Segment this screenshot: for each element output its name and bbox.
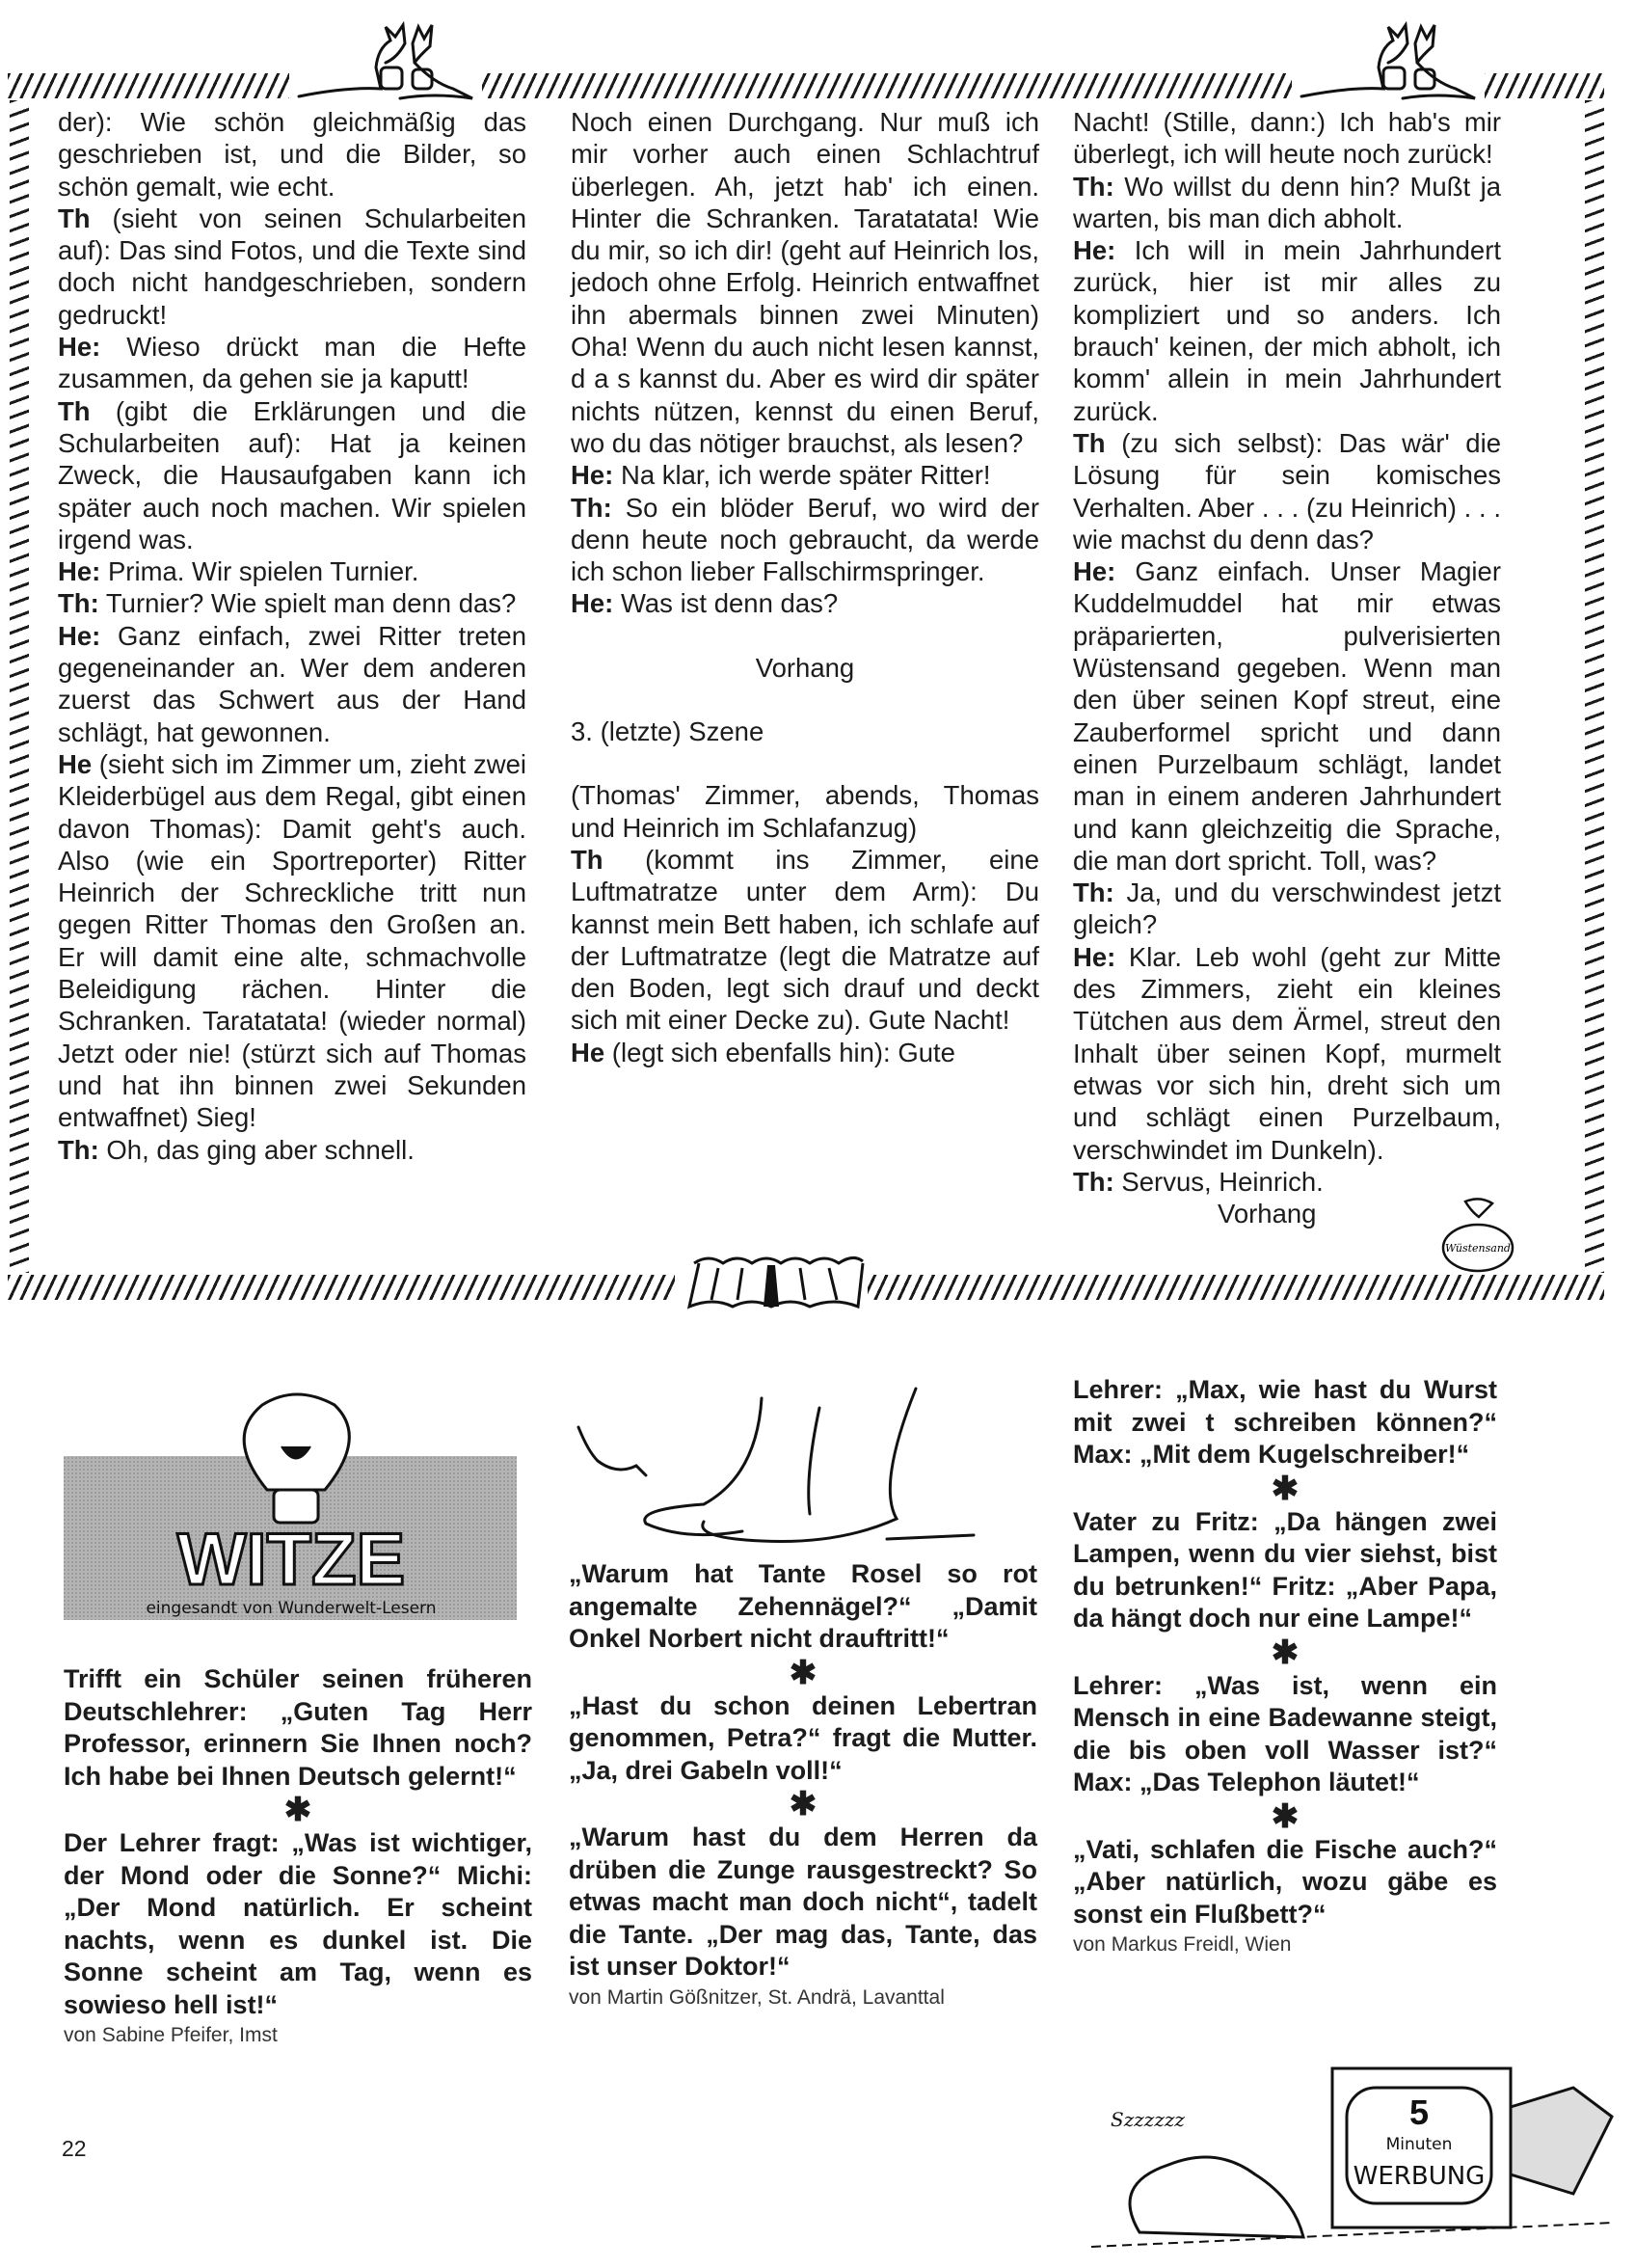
speaker-label: Th: <box>1073 878 1114 908</box>
speaker-label: He: <box>1073 556 1116 587</box>
play-paragraph: Nacht! (Stille, dann:) Ich hab's mir überlegt, ich will heute noch zurück! <box>1073 107 1501 170</box>
play-paragraph: He: Ich will in mein Jahrhundert zurück, hier ist mir alles zu kompliziert und so anders. Ich brauch' keinen, der mich abholt, ich komm' allein in mein Jahrhundert zurück. <box>1073 235 1501 426</box>
play-paragraph: Th: Turnier? Wie spielt man denn das? <box>58 588 517 619</box>
play-column-1 <box>58 106 526 1166</box>
asterisk-separator-icon: ✱ <box>789 1654 818 1691</box>
play-paragraph: Th (kommt ins Zimmer, eine Luftmatratze unter dem Arm): Du kannst mein Bett haben, ich schlafe auf der Luftmatratze (legt die Matratze auf den Boden, legt sich drauf und deckt sich mit einer Decke zu). Gute Nacht! <box>571 844 1039 1036</box>
jokes-column-3 <box>1073 1374 1497 1959</box>
play-paragraph: Th: Oh, das ging aber schnell. <box>58 1134 415 1165</box>
joke: Lehrer: „Was ist, wenn ein Mensch in eine Badewanne steigt, die bis oben voll Wasser ist?“ Max: „Das Telephon läutet!“ <box>1073 1670 1497 1796</box>
tv-text-werbung: WERBUNG <box>1353 2162 1486 2191</box>
play-paragraph: Th: Servus, Heinrich. <box>1073 1166 1324 1197</box>
speaker-label: He: <box>58 556 101 587</box>
joke-credit: von Martin Gößnitzer, St. Andrä, Lavanttal <box>569 1985 945 2009</box>
play-paragraph: He: Klar. Leb wohl (geht zur Mitte des Zimmers, zieht ein kleines Tütchen aus dem Ärmel, streut den Inhalt über seinen Kopf, murmelt etwas vor sich hin, dreht sich um und schlägt einen Purzelbaum, verschwindet im Dunkeln). <box>1073 941 1501 1165</box>
joke: „Vati, schlafen die Fische auch?“ „Aber natürlich, wozu gäbe es sonst ein Flußbett?“ <box>1073 1834 1497 1929</box>
sleeping-dog-tv-illustration <box>1072 2049 1631 2261</box>
speaker-label: Th: <box>571 492 612 523</box>
play-paragraph: Th: Wo willst du denn hin? Mußt ja warten, bis man dich abholt. <box>1073 171 1501 233</box>
play-paragraph: He: Was ist denn das? <box>571 588 839 619</box>
kangaroo-illustration-left <box>289 19 482 106</box>
play-paragraph: Th: Ja, und du verschwindest jetzt gleich? <box>1073 878 1501 940</box>
play-paragraph: He: Wieso drückt man die Hefte zusammen, da gehen sie ja kaputt! <box>58 332 526 394</box>
speaker-label: Th <box>1073 427 1106 458</box>
speaker-label: He: <box>571 588 614 619</box>
speaker-label: He: <box>571 460 614 491</box>
play-paragraph: Th (zu sich selbst): Das wär' die Lösung für sein komisches Verhalten. Aber . . . (zu Heinrich) . . . wie machst du denn das? <box>1073 427 1501 554</box>
asterisk-separator-icon: ✱ <box>1271 1634 1300 1671</box>
joke: Trifft ein Schüler seinen früheren Deutschlehrer: „Guten Tag Herr Professor, erinnern Sie Ihnen noch? Ich habe bei Ihnen Deutsch gelernt!“ <box>64 1664 532 1791</box>
asterisk-separator-icon: ✱ <box>283 1792 312 1828</box>
curtain-label: Vorhang <box>755 652 855 683</box>
speaker-label: He: <box>1073 235 1116 266</box>
scene-heading: 3. (letzte) Szene <box>571 716 764 747</box>
stage-direction: (Thomas' Zimmer, abends, Thomas und Heinrich im Schlafanzug) <box>571 780 1039 843</box>
page-number: 22 <box>62 2136 87 2161</box>
speaker-label: He <box>58 748 93 779</box>
play-paragraph: He: Ganz einfach, zwei Ritter treten gegeneinander an. Wer dem anderen zuerst das Schwert aus der Hand schlägt, hat gewonnen. <box>58 620 526 747</box>
speaker-label: Th <box>571 844 603 875</box>
hatched-border-right <box>1585 100 1604 1273</box>
curtain-illustration <box>675 1254 868 1311</box>
play-paragraph: Th: So ein blöder Beruf, wo wird der denn heute noch gebraucht, da werde ich schon lieber Fallschirmspringer. <box>571 492 1039 587</box>
play-paragraph: He: Ganz einfach. Unser Magier Kuddelmuddel hat mir etwas präparierten, pulverisierten Wüstensand gegeben. Wenn man den über seinen Kopf streut, eine Zauberformel spricht und dann einen Purzelbaum schlägt, landet man in einem anderen Jahrhundert und kann gleichzeitig die Sprache, die man dort spricht. Toll, was? <box>1073 556 1501 876</box>
witze-logo <box>60 1384 523 1630</box>
logo-title: WITZE <box>176 1519 406 1601</box>
sand-sack-illustration <box>1436 1196 1519 1273</box>
snore-text: Szzzzzz <box>1111 2108 1185 2131</box>
play-paragraph: Th (gibt die Erklärungen und die Schularbeiten auf): Hat ja keinen Zweck, die Hausaufgaben kann ich später auch noch machen. Wir spielen irgend was. <box>58 395 526 554</box>
play-paragraph: der): Wie schön gleichmäßig das geschrieben ist, und die Bilder, so schön gemalt, wie echt. <box>58 107 526 202</box>
speaker-label: Th <box>58 395 91 426</box>
speaker-label: He <box>571 1037 605 1067</box>
sack-label: Wüstensand <box>1445 1242 1511 1255</box>
play-column-2 <box>571 106 1039 1068</box>
joke-credit: von Sabine Pfeifer, Imst <box>64 2024 278 2046</box>
curtain-label: Vorhang <box>1218 1199 1317 1229</box>
speaker-label: He: <box>58 332 101 363</box>
joke: Vater zu Fritz: „Da hängen zwei Lampen, wenn du vier siehst, bist du betrunken!“ Fritz: „Aber Papa, da hängt doch nur eine Lampe!“ <box>1073 1506 1497 1633</box>
play-paragraph: He: Prima. Wir spielen Turnier. <box>58 556 419 587</box>
speaker-label: He: <box>58 620 101 651</box>
play-paragraph: He: Na klar, ich werde später Ritter! <box>571 460 991 491</box>
play-paragraph: Noch einen Durchgang. Nur muß ich mir vorher auch einen Schlachtruf überlegen. Ah, jetzt hab' ich einen. Hinter die Schranken. Taratatata! Wie du mir, so ich dir! (geht auf Heinrich los, jedoch ohne Erfolg. Heinrich entwaffnet ihn abermals binnen zwei Minuten) Oha! Wenn du auch nicht lesen kannst, d a s kannst du. Aber es wird dir später nichts nützen, kennst du einen Beruf, wo du das nötiger brauchst, als lesen? <box>571 107 1039 458</box>
play-paragraph: He (sieht sich im Zimmer um, zieht zwei Kleiderbügel aus dem Regal, gibt einen davon Thomas): Damit geht's auch. Also (wie ein Sportreporter) Ritter Heinrich der Schreckliche tritt nun gegen Ritter Thomas den Großen an. Er will damit eine alte, schmachvolle Beleidigung rächen. Hinter die Schranken. Taratatata! (wieder normal) Jetzt oder nie! (stürzt sich auf Thomas und hat ihn binnen zwei Sekunden entwaffnet) Sieg! <box>58 748 526 1133</box>
play-column-3 <box>1073 106 1501 1229</box>
jokes-column-1 <box>64 1663 532 2050</box>
play-paragraph: Th (sieht von seinen Schularbeiten auf): Das sind Fotos, und die Texte sind doch nicht handgeschrieben, sondern gedruckt! <box>58 202 526 330</box>
pointing-hand-icon <box>578 1427 646 1475</box>
speaker-label: Th: <box>1073 1166 1114 1197</box>
asterisk-separator-icon: ✱ <box>789 1786 818 1822</box>
hatched-border-left <box>10 100 29 1273</box>
jokes-column-2 <box>569 1558 1037 2012</box>
joke-credit: von Markus Freidl, Wien <box>1073 1933 1292 1956</box>
joke: „Warum hat Tante Rosel so rot angemalte Zehennägel?“ „Damit Onkel Norbert nicht drauftritt!“ <box>569 1559 1037 1653</box>
speaker-label: He: <box>1073 941 1116 972</box>
joke: „Warum hast du dem Herren da drüben die Zunge rausgestreckt? So etwas macht man doch nicht“, tadelt die Tante. „Der mag das, Tante, das ist unser Doktor!“ <box>569 1822 1037 1981</box>
tv-text-minuten: Minuten <box>1385 2135 1453 2154</box>
play-paragraph: He (legt sich ebenfalls hin): Gute <box>571 1037 955 1067</box>
kangaroo-illustration-right <box>1292 19 1485 106</box>
speaker-label: Th: <box>1073 171 1114 202</box>
joke: Lehrer: „Max, wie hast du Wurst mit zwei t schreiben können?“ Max: „Mit dem Kugelschreiber!“ <box>1073 1375 1497 1469</box>
speaker-label: Th <box>58 202 91 233</box>
joke: Der Lehrer fragt: „Was ist wichtiger, der Mond oder die Sonne?“ Michi: „Der Mond natürlich. Er scheint nachts, wenn es dunkel ist. Die Sonne scheint am Tag, wenn es sowieso hell ist!“ <box>64 1828 532 2019</box>
tv-number: 5 <box>1408 2092 1430 2132</box>
speaker-label: Th: <box>58 588 99 619</box>
logo-subtitle: eingesandt von Wunderwelt-Lesern <box>146 1599 437 1618</box>
feet-illustration <box>569 1369 1051 1552</box>
speaker-label: Th: <box>58 1134 99 1165</box>
asterisk-separator-icon: ✱ <box>1271 1470 1300 1507</box>
asterisk-separator-icon: ✱ <box>1271 1797 1300 1835</box>
dog-icon <box>1130 2157 1303 2237</box>
joke: „Hast du schon deinen Lebertran genommen, Petra?“ fragt die Mutter. „Ja, drei Gabeln voll!“ <box>569 1690 1037 1785</box>
